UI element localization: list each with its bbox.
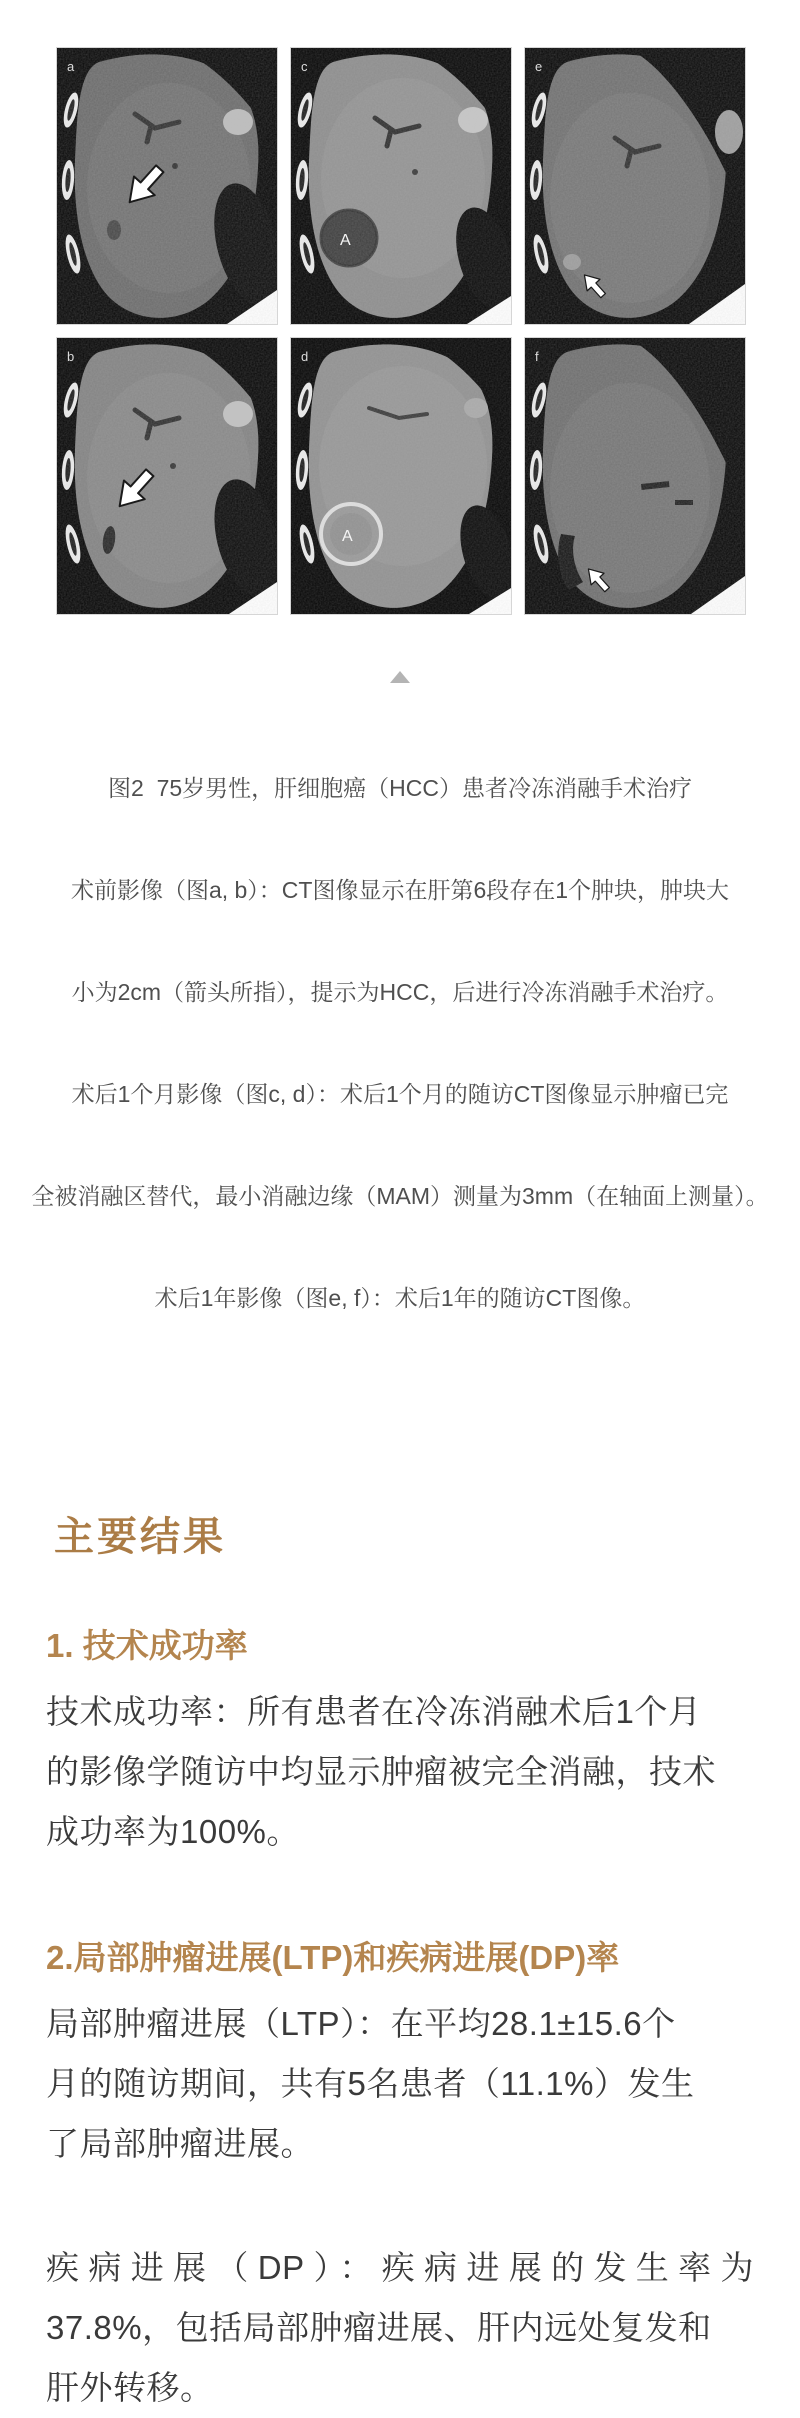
section-heading-ltp-dp: 2.局部肿瘤进展(LTP)和疾病进展(DP)率 — [46, 1939, 620, 1976]
caption-line: 小为2cm（箭头所指），提示为HCC，后进行冷冻消融手术治疗。 — [71, 979, 729, 1005]
ct-scan-image — [57, 338, 277, 614]
panel-letter: c — [301, 59, 308, 74]
ct-panel-d[interactable] — [291, 338, 511, 614]
ct-scan-image — [291, 338, 511, 614]
panel-letter: f — [535, 349, 539, 364]
paragraph-line: 成功率为100%。 — [46, 1813, 300, 1850]
panel-letter: e — [535, 59, 543, 74]
caption-line: 术前影像（图a, b）：CT图像显示在肝第6段存在1个肿块，肿块大 — [70, 877, 730, 903]
caption-line: 全被消融区替代，最小消融边缘（MAM）测量为3mm（在轴面上测量）。 — [31, 1183, 769, 1209]
ct-panel-c[interactable] — [291, 48, 511, 324]
ct-panel-a[interactable] — [57, 48, 277, 324]
ct-panel-b[interactable] — [57, 338, 277, 614]
ct-scan-image — [525, 338, 745, 614]
paragraph-line: 37.8%，包括局部肿瘤进展、肝内远处复发和 — [46, 2309, 712, 2346]
triangle-up-icon — [390, 671, 410, 683]
panel-letter: a — [67, 59, 75, 74]
paragraph-ltp — [46, 1994, 754, 2174]
paragraph-line: 月的随访期间，共有5名患者（11.1%）发生 — [46, 2065, 695, 2102]
ablation-zone-label: A — [342, 528, 353, 545]
panel-letter: d — [301, 349, 309, 364]
paragraph-line: 局部肿瘤进展（LTP）：在平均28.1±15.6个 — [46, 2005, 676, 2042]
results-section — [0, 1505, 800, 2418]
section-heading-technical-success: 1. 技术成功率 — [46, 1627, 248, 1664]
paragraph-dp — [46, 2238, 754, 2418]
results-title: 主要结果 — [54, 1514, 226, 1559]
paragraph-line: 肝外转移。 — [46, 2369, 214, 2406]
paragraph-line: 技术成功率：所有患者在冷冻消融术后1个月 — [46, 1693, 702, 1730]
caption-line: 图2 75岁男性，肝细胞癌（HCC）患者冷冻消融手术治疗 — [108, 775, 692, 801]
ct-scan-image — [57, 48, 277, 324]
ct-panel-f[interactable] — [525, 338, 745, 614]
paragraph-line: 了局部肿瘤进展。 — [46, 2125, 314, 2162]
paragraph-technical-success — [46, 1682, 754, 1862]
caption-line: 术后1个月影像（图c, d）：术后1个月的随访CT图像显示肿瘤已完 — [71, 1081, 729, 1107]
paragraph-line: 的影像学随访中均显示肿瘤被完全消融，技术 — [46, 1753, 716, 1790]
ablation-zone-label: A — [340, 232, 351, 249]
ct-panel-e[interactable] — [525, 48, 745, 324]
paragraph-line: 疾病进展（DP）：疾病进展的发生率为 — [46, 2249, 754, 2286]
ct-scan-image — [525, 48, 745, 324]
ct-figure — [0, 0, 800, 614]
figure-caption — [0, 703, 800, 1383]
ct-scan-image — [291, 48, 511, 324]
caption-line: 术后1年影像（图e, f）：术后1年的随访CT图像。 — [154, 1285, 646, 1311]
panel-letter: b — [67, 349, 75, 364]
